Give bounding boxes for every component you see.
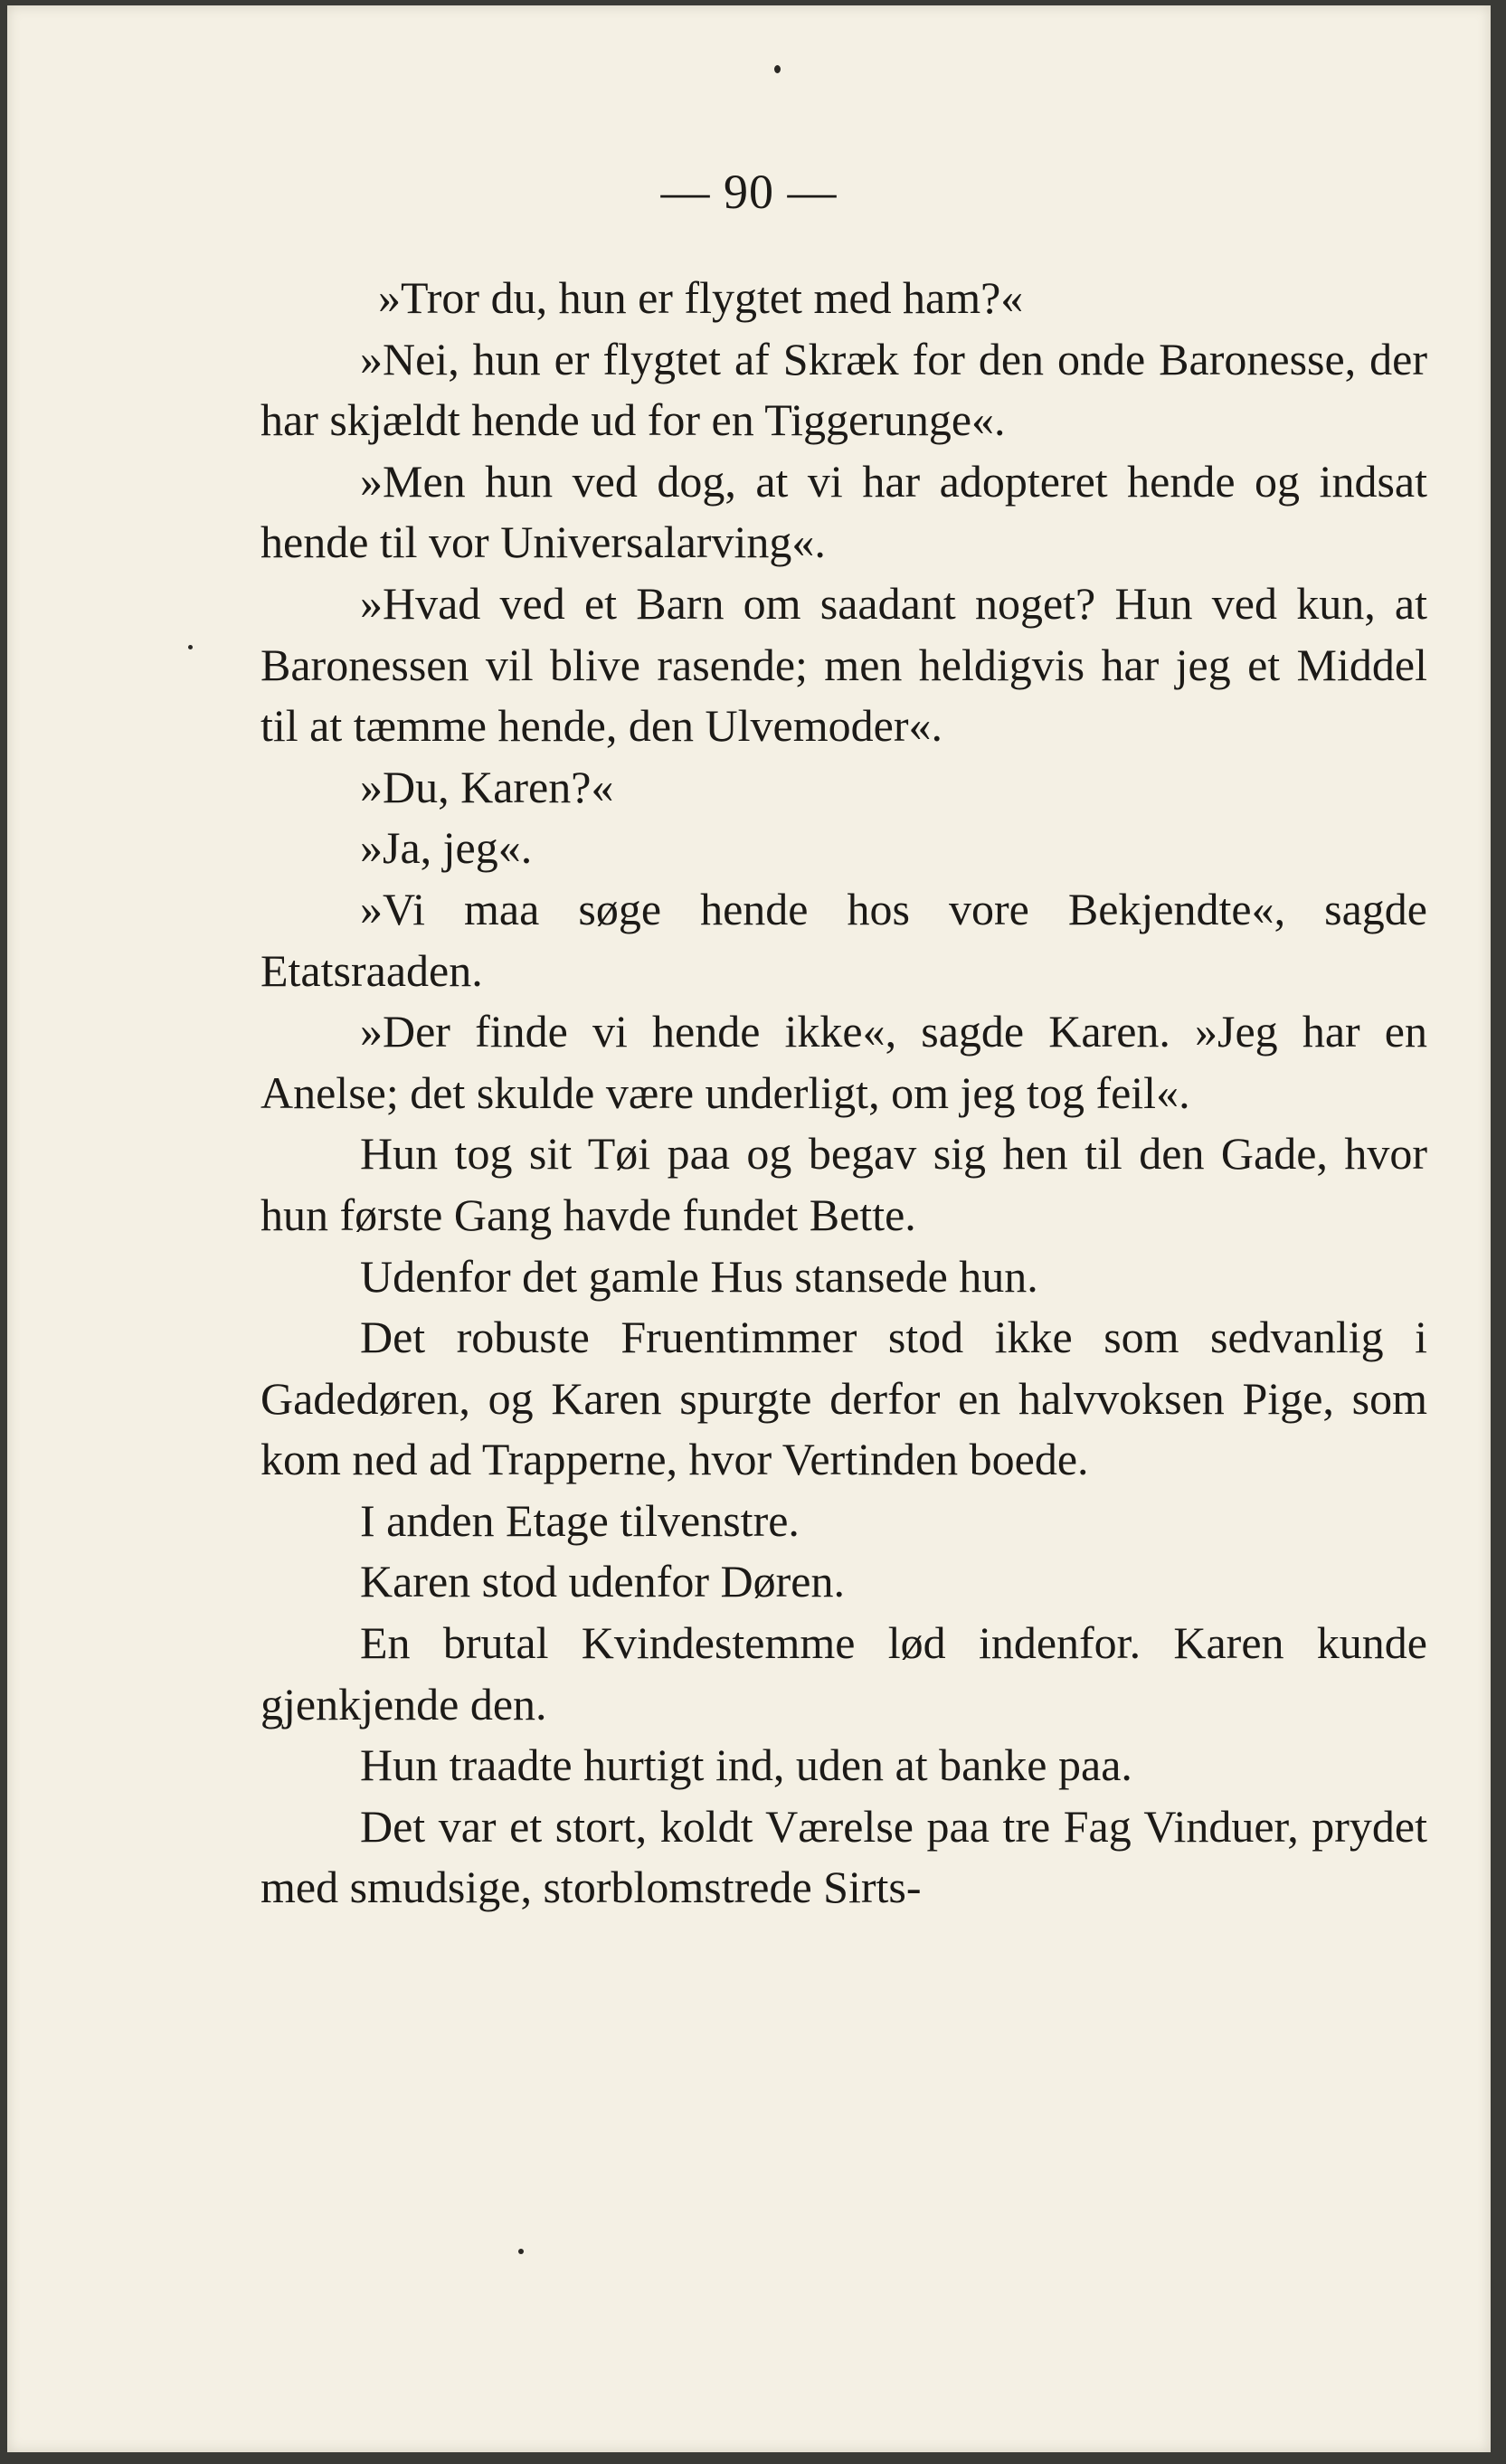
paragraph: »Hvad ved et Barn om saadant noget? Hun ved kun, at Baronessen vil blive rasende; men heldigvis har jeg et Middel til at tæmme hende, den Ulvemoder«. xyxy=(260,577,1427,752)
paragraph: Karen stod udenfor Døren. xyxy=(360,1556,845,1607)
ink-speck xyxy=(774,65,781,73)
paragraph: Hun tog sit Tøi paa og begav sig hen til den Gade, hvor hun første Gang havde fundet Bette. xyxy=(260,1128,1427,1240)
paragraph: Det robuste Fruentimmer stod ikke som sedvanlig i Gadedøren, og Karen spurgte derfor en halvvoksen Pige, som kom ned ad Trapperne, hvor Vertinden boede. xyxy=(260,1312,1427,1485)
paragraph: Udenfor det gamle Hus stansede hun. xyxy=(360,1250,1038,1302)
paragraph: Hun traadte hurtigt ind, uden at banke paa. xyxy=(360,1739,1132,1791)
ink-speck xyxy=(188,645,193,649)
ink-speck xyxy=(518,2249,524,2254)
paragraph: I anden Etage tilvenstre. xyxy=(360,1494,800,1546)
paragraph: »Der finde vi hende ikke«, sagde Karen. »Jeg har en Anelse; det skulde være underligt, om jeg tog feil«. xyxy=(260,1006,1427,1118)
paragraph: »Vi maa søge hende hos vore Bekjendte«, sagde Etatsraaden. xyxy=(260,883,1427,996)
paragraph: »Ja, jeg«. xyxy=(360,822,533,874)
page-number: — 90 — xyxy=(660,165,838,219)
paragraph: »Tror du, hun er flygtet med ham?« xyxy=(378,272,1024,323)
paragraph: Det var et stort, koldt Værelse paa tre Fag Vinduer, prydet med smudsige, storblomstrede Sirts- xyxy=(260,1800,1427,1913)
body-text xyxy=(260,268,1427,1919)
book-page xyxy=(7,5,1491,2452)
paragraph: »Du, Karen?« xyxy=(360,761,614,812)
paragraph: En brutal Kvindestemme lød indenfor. Karen kunde gjenkjende den. xyxy=(260,1617,1427,1730)
paragraph: »Nei, hun er flygtet af Skræk for den onde Baronesse, der har skjældt hende ud for en Tiggerunge«. xyxy=(260,333,1427,446)
paragraph: »Men hun ved dog, at vi har adopteret hende og indsat hende til vor Universalarving«. xyxy=(260,455,1427,568)
